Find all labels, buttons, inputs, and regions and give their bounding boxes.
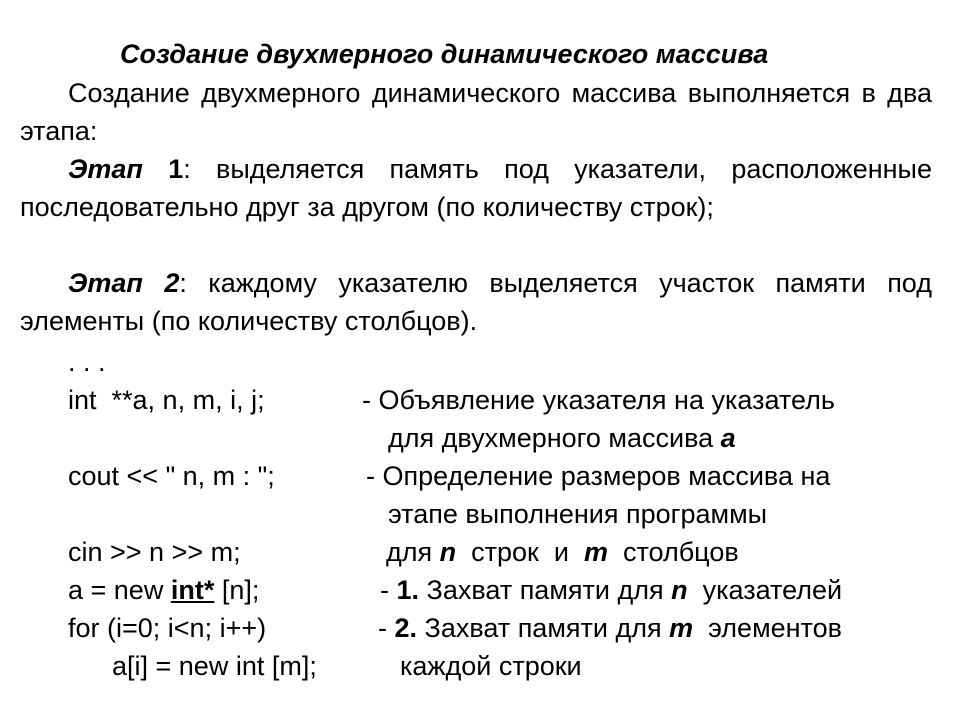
ellipsis: . . .	[68, 347, 106, 377]
slide-title: Создание двухмерного динамического массива	[120, 39, 769, 69]
comment-declaration-2-text: для двухмерного массива	[388, 423, 721, 453]
comment-declaration-2-var: a	[720, 423, 736, 453]
stage2-paragraph	[20, 264, 932, 340]
comment-for-post: элементов	[693, 613, 842, 643]
stage2-label: Этап 2	[68, 268, 180, 298]
stage1-colon: :	[183, 154, 191, 184]
comment-cin-n: n	[439, 537, 457, 567]
comment-for-pre: Захват памяти для	[417, 613, 670, 643]
code-for-loop: for (i=0; i<n; i++)	[68, 613, 267, 643]
stage1-text: выделяется память под указатели, расположенные последовательно друг за другом (по количеству строк);	[20, 154, 932, 222]
comment-new-dash: -	[380, 575, 397, 605]
stage2-text: каждому указателю выделяется участок памяти под элементы (по количеству столбцов).	[20, 268, 932, 336]
code-new-post: [n];	[214, 575, 260, 605]
comment-new-pre: Захват памяти для	[419, 575, 672, 605]
code-cout: cout << " n, m : ";	[68, 461, 275, 491]
comment-for-num: 2.	[394, 613, 418, 643]
stage1-number: 1	[168, 154, 184, 184]
comment-new-post: указателей	[687, 575, 843, 605]
code-declaration: int **a, n, m, i, j;	[68, 385, 265, 415]
comment-alloc-row: каждой строки	[400, 651, 582, 681]
code-new-type: int*	[170, 575, 215, 605]
intro-text: Создание двухмерного динамического массива выполняется в два этапа:	[20, 78, 932, 146]
code-cin: cin >> n >> m;	[68, 537, 241, 567]
comment-cout: - Определение размеров массива на	[366, 461, 831, 491]
comment-for-var: m	[669, 613, 694, 643]
comment-cin-post: столбцов	[607, 537, 739, 567]
comment-cin-mid: строк и	[456, 537, 584, 567]
stage1-paragraph	[20, 150, 932, 226]
comment-new-num: 1.	[396, 575, 420, 605]
comment-cin-m: m	[583, 537, 608, 567]
comment-new-var: n	[671, 575, 688, 605]
comment-declaration-2	[388, 420, 736, 456]
code-new-pre: a = new	[68, 575, 171, 605]
code-new-pointers	[68, 572, 259, 608]
intro-paragraph	[20, 74, 932, 150]
stage1-label: Этап	[68, 154, 143, 184]
comment-for-dash: -	[378, 613, 395, 643]
comment-cin	[386, 534, 739, 570]
stage2-colon: :	[179, 268, 187, 298]
comment-cout-2: этапе выполнения программы	[388, 499, 768, 529]
comment-declaration: - Объявление указателя на указатель	[362, 385, 835, 415]
code-alloc-row: a[i] = new int [m];	[112, 651, 317, 681]
comment-new-pointers	[380, 572, 842, 608]
comment-for-loop	[378, 610, 842, 646]
comment-cin-pre: для	[386, 537, 440, 567]
